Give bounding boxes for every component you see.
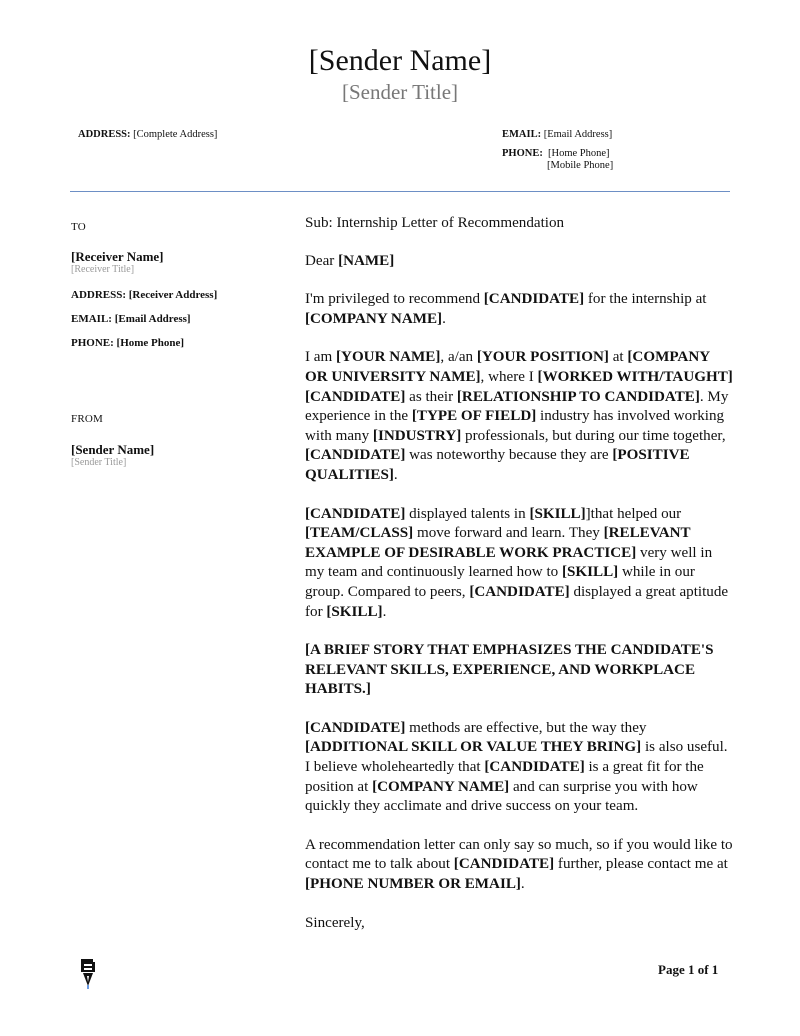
- salutation-name: [NAME]: [338, 252, 395, 269]
- header-divider: [70, 191, 730, 192]
- receiver-email-value: [Email Address]: [114, 313, 191, 325]
- receiver-phone: [71, 337, 184, 349]
- receiver-phone-value: [Home Phone]: [116, 337, 185, 349]
- sender-name: [Sender Name]: [308, 44, 492, 77]
- sender-title: [Sender Title]: [341, 80, 459, 104]
- paragraph-5: [CANDIDATE] methods are effective, but the way they [ADDITIONAL SKILL OR VALUE THEY BRING] is also useful. I believe wholeheartedly that [CANDIDATE] is a great fit for the position at [COMPANY NAME] and can surprise you with how quickly they acclimate and drive success on your team.: [305, 719, 728, 815]
- phone-label: PHONE:: [502, 148, 543, 159]
- address-label: ADDRESS:: [78, 129, 131, 140]
- receiver-email-label: EMAIL:: [71, 313, 112, 325]
- sender-phone: [502, 148, 613, 172]
- paragraph-1: I'm privileged to recommend [CANDIDATE] for the internship at [COMPANY NAME].: [305, 291, 707, 327]
- receiver-address: [71, 289, 217, 301]
- paragraph-6: A recommendation letter can only say so much, so if you would like to contact me to talk about [CANDIDATE] further, please contact me at [PHONE NUMBER OR EMAIL].: [305, 836, 733, 893]
- email-value: [Email Address]: [543, 129, 613, 140]
- paragraph-2: I am [YOUR NAME], a/an [YOUR POSITION] at [COMPANY OR UNIVERSITY NAME], where I [WORKED WITH/TAUGHT] [CANDIDATE] as their [RELATIONSHIP TO CANDIDATE]. My experience in the [TYPE OF FIELD] industry has involved working with many [INDUSTRY] professionals, but during our time together, [CANDIDATE] was noteworthy because they are [POSITIVE QUALITIES].: [305, 349, 733, 483]
- subject-line: Sub: Internship Letter of Recommendation: [305, 215, 565, 231]
- receiver-address-value: [Receiver Address]: [128, 289, 218, 301]
- receiver-phone-label: PHONE:: [71, 337, 114, 349]
- sender-address: [78, 129, 217, 141]
- receiver-name: [Receiver Name]: [71, 249, 164, 264]
- closing: Sincerely,: [305, 914, 365, 931]
- letter-body: [305, 214, 735, 952]
- from-sender-name: [Sender Name]: [71, 442, 155, 457]
- salutation-prefix: Dear: [305, 252, 339, 269]
- receiver-title: [Receiver Title]: [71, 264, 135, 275]
- from-label: FROM: [71, 413, 103, 425]
- page-number: Page 1 of 1: [658, 962, 719, 977]
- to-label: TO: [71, 221, 86, 233]
- salutation: [305, 252, 735, 272]
- receiver-address-label: ADDRESS:: [71, 289, 127, 301]
- email-label: EMAIL:: [502, 129, 542, 140]
- paragraph-3: [CANDIDATE] displayed talents in [SKILL]]that helped our [TEAM/CLASS] move forward and learn. They [RELEVANT EXAMPLE OF DESIRABLE WORK PRACTICE] very well in my team and continuously learned how to [SKILL] while in our group. Compared to peers, [CANDIDATE] displayed a great aptitude for [SKILL].: [305, 505, 729, 620]
- sender-email: [502, 129, 612, 141]
- phone-home-value: [Home Phone]: [548, 148, 610, 159]
- phone-mobile-value: [Mobile Phone]: [547, 160, 614, 171]
- receiver-email: [71, 313, 191, 325]
- address-value: [Complete Address]: [133, 129, 218, 140]
- from-sender-title: [Sender Title]: [71, 457, 127, 468]
- paragraph-4-placeholder: [A BRIEF STORY THAT EMPHASIZES THE CANDIDATE'S RELEVANT SKILLS, EXPERIENCE, AND WORKPLACE HABITS.]: [305, 642, 714, 698]
- pen-document-logo-icon: [78, 958, 98, 990]
